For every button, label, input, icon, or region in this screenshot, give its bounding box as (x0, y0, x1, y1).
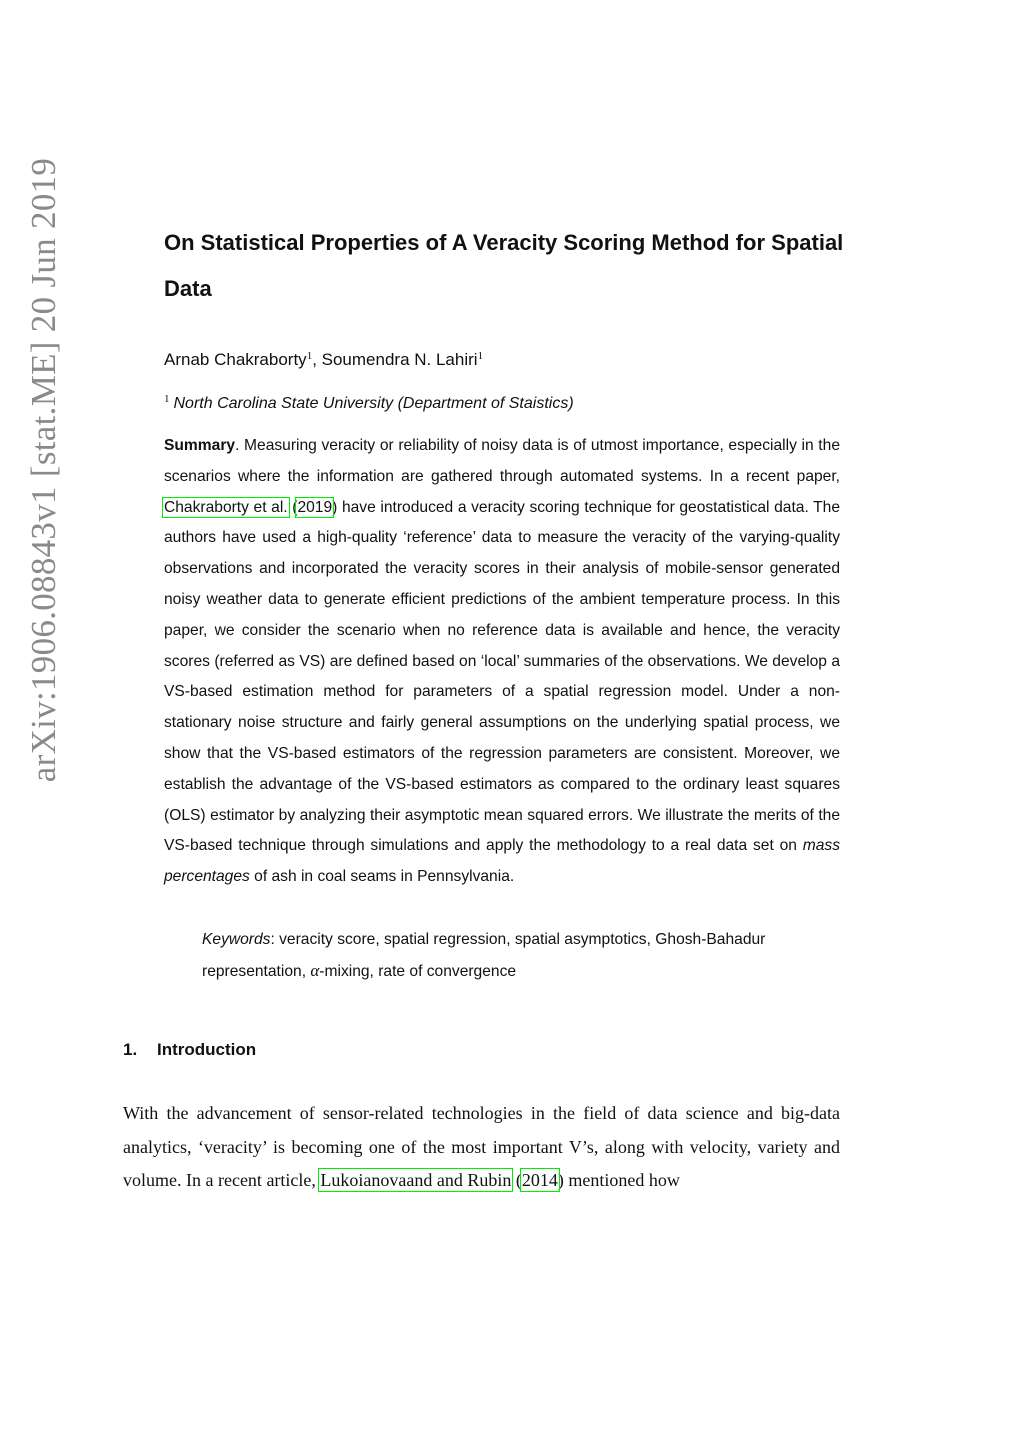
section-heading-introduction (123, 1040, 256, 1060)
citation-link-year[interactable]: 2019 (297, 498, 333, 516)
author-affil-marker: 1 (477, 350, 484, 362)
section-number: 1. (123, 1040, 138, 1059)
paper-title: On Statistical Properties of A Veracity Scoring Method for Spatial Data (164, 230, 844, 301)
affiliation (164, 393, 574, 413)
affiliation-marker: 1 (164, 393, 170, 405)
author-name: Soumendra N. Lahiri (321, 350, 478, 369)
citation-link-author[interactable]: Lukoianovaand and Rubin (320, 1170, 512, 1190)
summary-text: of ash in coal seams in Pennsylvania. (249, 868, 515, 886)
keywords-text: : veracity score, spatial regression, spatial asymptotics, Ghosh-Bahadur representation, (202, 931, 766, 980)
arxiv-identifier: arXiv:1906.08843v1 [stat.ME] 20 Jun 2019 (24, 157, 63, 783)
citation-link-year[interactable]: 2014 (521, 1170, 558, 1190)
keywords (202, 925, 842, 988)
summary-emphasis: mass percentages (164, 837, 840, 886)
citation-link-author[interactable]: Chakraborty et al. (164, 498, 288, 516)
author-name: Arnab Chakraborty (164, 350, 307, 369)
intro-text: ( (511, 1170, 522, 1190)
author-affil-marker: 1 (306, 350, 313, 362)
keywords-label: Keywords (202, 931, 271, 948)
intro-text: ) mentioned how (557, 1170, 680, 1190)
summary-text: ( (287, 498, 298, 516)
summary-text: . Measuring veracity or reliability of noisy data is of utmost importance, especially in the scenarios where the information are gathered through automated systems. In a recent paper, (164, 437, 840, 485)
introduction-paragraph (123, 1097, 840, 1198)
keywords-text: -mixing, rate of convergence (319, 962, 517, 980)
author-list: Arnab Chakraborty$^1$, Soumendra N. Lahiri$^1$ (164, 350, 484, 369)
summary-text: ) have introduced a veracity scoring technique for geostatistical data. The authors have used a high-quality ‘reference’ data to measure the veracity of the varying-quality observations and incorporated the veracity scores in their analysis of mobile-sensor generated noisy weather data to generate efficient predictions of the ambient temperature process. In this paper, we consider the scenario when no reference data is available and hence, the veracity scores (referred as VS) are defined based on ‘local’ summaries of the observations. We develop a VS-based estimation method for parameters of a spatial regression model. Under a non-stationary noise structure and fairly general assumptions on the underlying spatial process, we show that the VS-based estimators of the regression parameters are consistent. Moreover, we establish the advantage of the VS-based estimators as compared to the ordinary least squares (OLS) estimator by analyzing their asymptotic mean squared errors. We illustrate the merits of the VS-based technique through simulations and apply the methodology to a real data set on (164, 498, 841, 855)
summary-label: Summary (164, 437, 236, 454)
abstract-summary (164, 431, 840, 893)
affiliation-name: North Carolina State University (Department of Staistics) (173, 395, 574, 412)
section-title: Introduction (157, 1040, 257, 1059)
intro-text: With the advancement of sensor-related technologies in the field of data science and big-data analytics, ‘veracity’ is becoming one of the most important V’s, along with velocity, variety and volume. In a recent article, (123, 1103, 840, 1190)
alpha-symbol: α (310, 960, 320, 980)
